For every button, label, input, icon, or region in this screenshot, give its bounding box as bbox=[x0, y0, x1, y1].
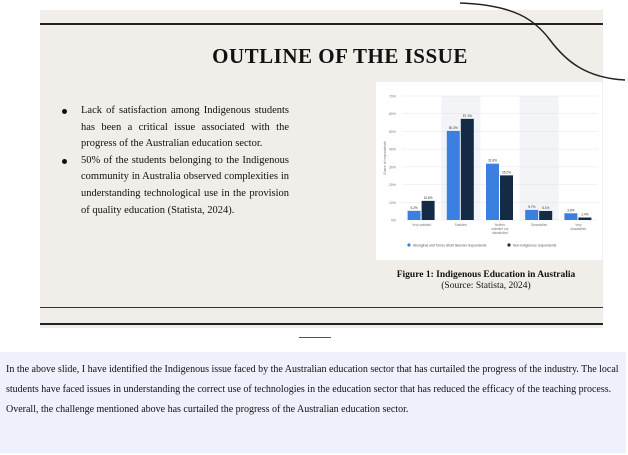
bar-data-label: 10.8% bbox=[423, 195, 433, 200]
chart-bar bbox=[539, 211, 552, 220]
chart-bar bbox=[486, 164, 499, 220]
bullet-item bbox=[57, 153, 289, 219]
slide-title: OUTLINE OF THE ISSUE bbox=[212, 44, 468, 68]
y-tick-label: 10% bbox=[388, 200, 396, 205]
y-tick-label: 30% bbox=[388, 165, 396, 170]
bar-data-label: 5.1% bbox=[542, 205, 550, 210]
y-tick-label: 20% bbox=[388, 183, 396, 188]
x-tick-label: dissatisfied bbox=[570, 227, 587, 231]
legend-marker-icon bbox=[407, 243, 410, 246]
x-tick-label: Very satisfied bbox=[412, 223, 432, 227]
bullet-dot-icon bbox=[62, 159, 67, 164]
y-tick-label: 60% bbox=[388, 112, 396, 117]
notes-text: In the above slide, I have identified the Indigenous issue faced by the Australian education sector that has curtailed the progress of the industry. The local students have faced issues in understanding the correct use of technologies in the education sector that has reduced the efficacy of the teaching process. Overall, the challenge mentioned above has curtailed the progress of the Australian education sector. bbox=[6, 364, 619, 415]
x-tick-label: Very bbox=[575, 223, 582, 227]
chart-bar bbox=[500, 175, 513, 220]
y-tick-label: 40% bbox=[388, 147, 396, 152]
slide-bottom-rule bbox=[40, 307, 603, 308]
x-tick-label: satisfied nor bbox=[491, 227, 509, 231]
y-axis-label: Share of respondents bbox=[383, 141, 387, 175]
bullet-dot-icon bbox=[62, 109, 67, 114]
section-divider bbox=[299, 337, 331, 338]
chart-bar bbox=[578, 218, 591, 220]
x-tick-label: Dissatisfied bbox=[531, 223, 548, 227]
bullet-item bbox=[57, 103, 289, 153]
chart-column-shade bbox=[520, 96, 559, 220]
bar-data-label: 1.4% bbox=[581, 212, 589, 217]
legend-marker-icon bbox=[507, 243, 510, 246]
bar-data-label: 5.7% bbox=[528, 204, 536, 209]
bar-chart bbox=[376, 82, 602, 260]
chart-bar bbox=[525, 210, 538, 220]
figure-source: (Source: Statista, 2024) bbox=[441, 281, 531, 291]
figure-caption bbox=[386, 270, 586, 292]
slide-bottom-rule-thick bbox=[40, 323, 603, 325]
bullet-text: Lack of satisfaction among Indigenous students has been a critical issue associated with the progress of the Australian education sector. bbox=[81, 105, 289, 150]
x-tick-label: Neither bbox=[494, 223, 506, 227]
chart-bar bbox=[408, 211, 421, 220]
notes-panel bbox=[0, 352, 626, 453]
bullet-list bbox=[57, 103, 289, 219]
y-tick-label: 0% bbox=[390, 218, 396, 223]
chart-bar bbox=[461, 119, 474, 220]
bar-data-label: 57.1% bbox=[462, 113, 472, 118]
bar-data-label: 3.8% bbox=[567, 208, 575, 213]
chart-bar bbox=[422, 201, 435, 220]
legend-entry: Aboriginal and Torres Strait Islander respondents bbox=[413, 243, 487, 248]
legend-entry: Non-indigenous respondents bbox=[513, 243, 557, 248]
x-tick-label: Satisfied bbox=[454, 223, 467, 227]
figure-title: Figure 1: Indigenous Education in Australia bbox=[396, 270, 576, 280]
chart-image bbox=[376, 82, 602, 260]
bar-data-label: 31.8% bbox=[487, 158, 498, 163]
y-tick-label: 50% bbox=[388, 129, 396, 134]
bullet-text: 50% of the students belonging to the Indigenous community in Australia observed complexities in understanding technological use in the provision of quality education (Statista, 2024). bbox=[81, 154, 289, 216]
x-tick-label: dissatisfied bbox=[492, 231, 508, 235]
chart-bar bbox=[447, 131, 460, 220]
bar-data-label: 50.3% bbox=[448, 125, 458, 130]
y-tick-label: 70% bbox=[388, 94, 396, 99]
bar-data-label: 5.2% bbox=[410, 205, 418, 210]
bar-data-label: 25.2% bbox=[501, 170, 512, 175]
chart-bar bbox=[564, 213, 577, 220]
